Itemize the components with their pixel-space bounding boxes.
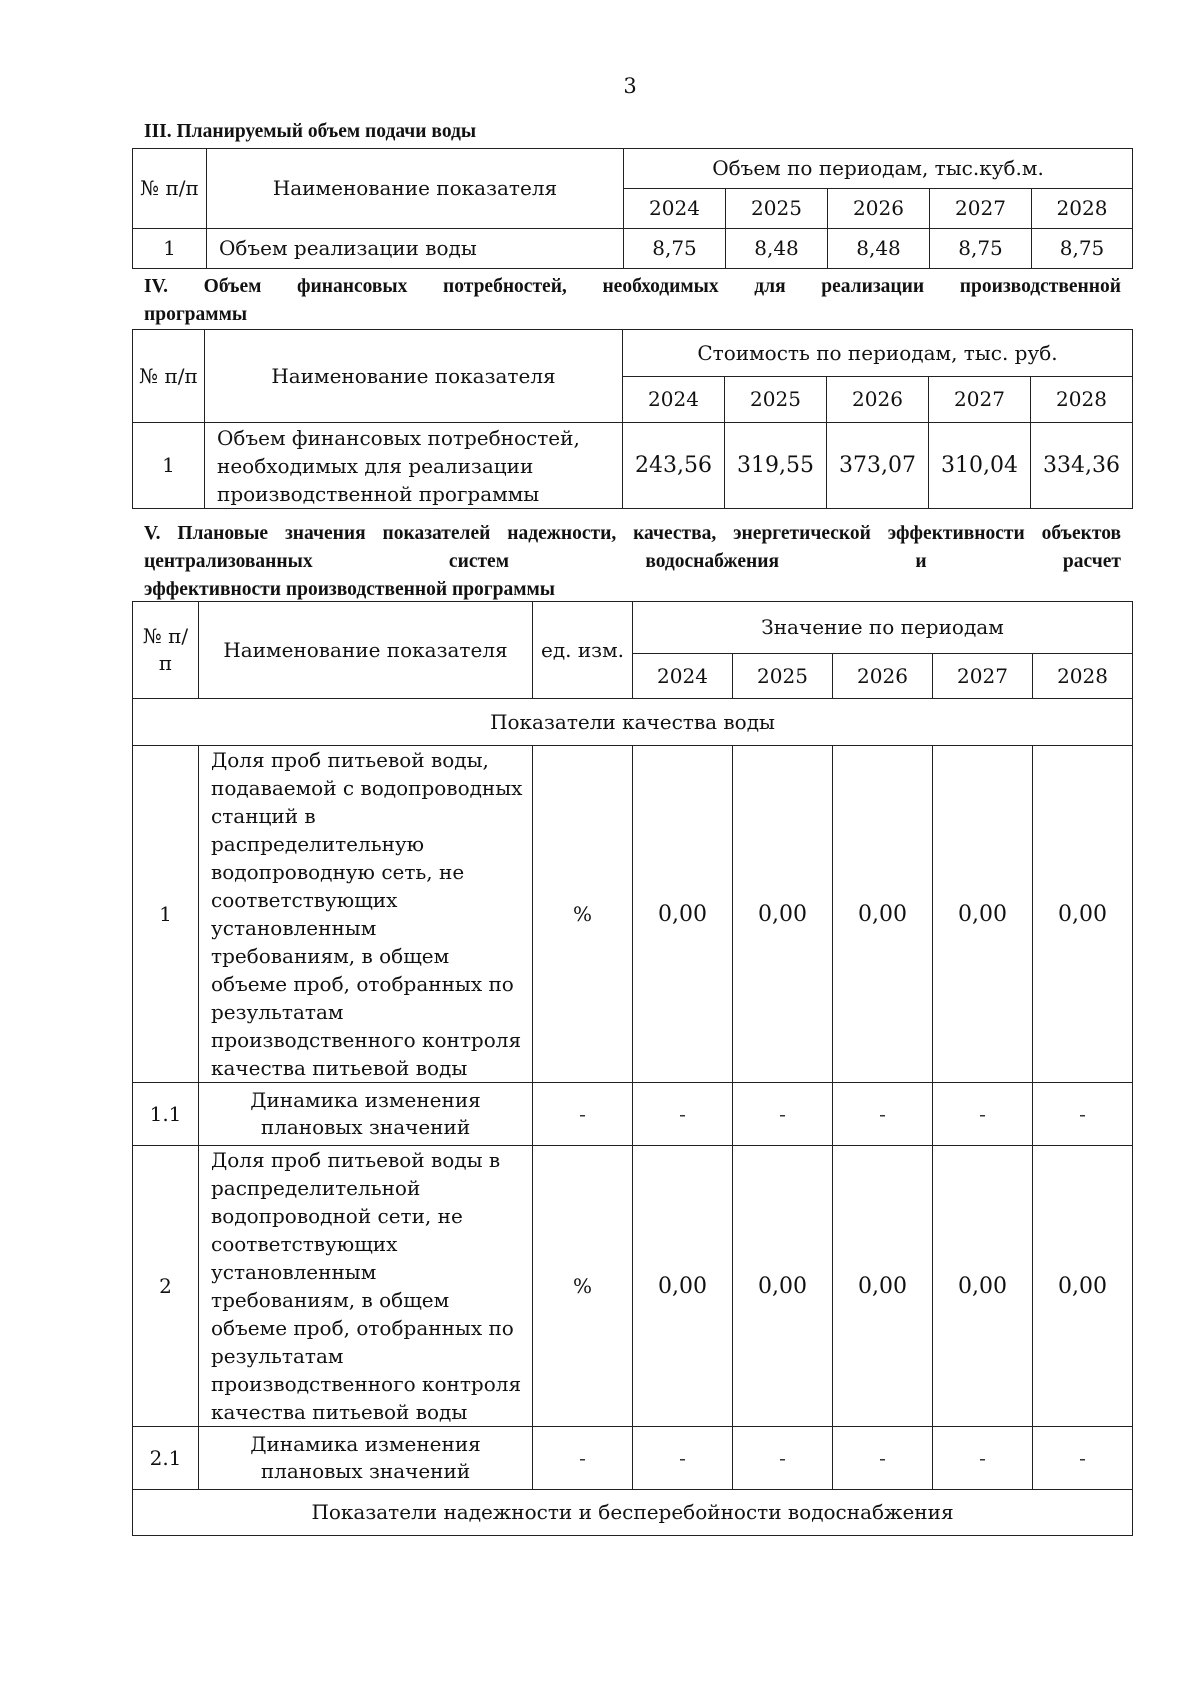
value-cell: - (1033, 1427, 1133, 1490)
year-header: 2028 (1031, 377, 1133, 423)
page-number: 3 (623, 74, 637, 98)
unit-cell: % (533, 1146, 633, 1427)
value-cell: - (633, 1083, 733, 1146)
col-group-header: Значение по периодам (633, 602, 1133, 654)
col-group-header: Объем по периодам, тыс.куб.м. (624, 149, 1133, 189)
year-header: 2028 (1032, 189, 1133, 229)
value-cell: 8,48 (726, 229, 828, 269)
col-num-header: № п/п (133, 149, 207, 229)
year-header: 2027 (933, 654, 1033, 699)
col-name-header: Наименование показателя (205, 330, 623, 423)
year-header: 2024 (623, 377, 725, 423)
value-cell: 0,00 (1033, 746, 1133, 1083)
value-cell: 0,00 (1033, 1146, 1133, 1427)
year-header: 2024 (633, 654, 733, 699)
col-num-header: № п/п (133, 602, 199, 699)
value-cell: - (633, 1427, 733, 1490)
section-4-title-line1: IV. Объем финансовых потребностей, необходимых для реализации производственной (144, 276, 1121, 297)
section-5-title-line3: эффективности производственной программы (144, 579, 556, 600)
row-num: 1.1 (133, 1083, 199, 1146)
col-name-header: Наименование показателя (199, 602, 533, 699)
water-supply-table (132, 148, 1133, 269)
value-cell: 0,00 (733, 746, 833, 1083)
value-cell: 0,00 (633, 1146, 733, 1427)
value-cell: 8,75 (1032, 229, 1133, 269)
performance-indicators-table (132, 601, 1133, 1536)
table-row (133, 1083, 1133, 1146)
col-unit-header: ед. изм. (533, 602, 633, 699)
year-header: 2024 (624, 189, 726, 229)
value-cell: - (933, 1427, 1033, 1490)
table-row (133, 1146, 1133, 1427)
col-num-header: № п/п (133, 330, 205, 423)
col-name-header: Наименование показателя (207, 149, 624, 229)
section-5-title (144, 520, 1121, 604)
value-cell: 0,00 (733, 1146, 833, 1427)
col-group-header: Стоимость по периодам, тыс. руб. (623, 330, 1133, 377)
value-cell: 0,00 (933, 746, 1033, 1083)
row-name: Динамика изменения плановых значений (199, 1427, 533, 1490)
table-row (133, 423, 1133, 509)
year-header: 2027 (930, 189, 1032, 229)
value-cell: - (833, 1083, 933, 1146)
year-header: 2025 (725, 377, 827, 423)
row-name: Динамика изменения плановых значений (199, 1083, 533, 1146)
value-cell: - (833, 1427, 933, 1490)
group-header-reliability: Показатели надежности и бесперебойности водоснабжения (133, 1490, 1133, 1536)
row-name: Доля проб питьевой воды, подаваемой с водопроводных станций в распределительную водопроводную сеть, не соответствующих установленным требованиям, в общем объеме проб, отобранных по результатам производственного контроля качества питьевой воды (199, 746, 533, 1083)
value-cell: 0,00 (633, 746, 733, 1083)
value-cell: 373,07 (827, 423, 929, 509)
value-cell: 310,04 (929, 423, 1031, 509)
financial-needs-table (132, 329, 1133, 509)
value-cell: 0,00 (833, 1146, 933, 1427)
row-num: 2 (133, 1146, 199, 1427)
value-cell: 334,36 (1031, 423, 1133, 509)
table-row (133, 746, 1133, 1083)
row-name: Объем реализации воды (207, 229, 624, 269)
section-5-title-line2: эффективности объектов централизованных систем водоснабжения и расчет (144, 523, 1121, 572)
section-4-title-line2: программы (144, 304, 248, 325)
section-4-title (144, 273, 1121, 329)
value-cell: - (733, 1083, 833, 1146)
year-header: 2026 (828, 189, 930, 229)
value-cell: 8,75 (624, 229, 726, 269)
unit-cell: - (533, 1083, 633, 1146)
section-3-title: III. Планируемый объем подачи воды (144, 121, 477, 142)
row-num: 1 (133, 746, 199, 1083)
year-header: 2025 (726, 189, 828, 229)
value-cell: - (1033, 1083, 1133, 1146)
table-row (133, 1427, 1133, 1490)
row-num: 1 (133, 229, 207, 269)
row-name: Объем финансовых потребностей, необходимых для реализации производственной программы (205, 423, 623, 509)
row-num: 2.1 (133, 1427, 199, 1490)
value-cell: 8,75 (930, 229, 1032, 269)
value-cell: 8,48 (828, 229, 930, 269)
value-cell: 243,56 (623, 423, 725, 509)
value-cell: - (733, 1427, 833, 1490)
group-header-water-quality: Показатели качества воды (133, 699, 1133, 746)
value-cell: - (933, 1083, 1033, 1146)
row-num: 1 (133, 423, 205, 509)
row-name: Доля проб питьевой воды в распределительной водопроводной сети, не соответствующих установленным требованиям, в общем объеме проб, отобранных по результатам производственного контроля качества питьевой воды (199, 1146, 533, 1427)
value-cell: 0,00 (933, 1146, 1033, 1427)
year-header: 2026 (833, 654, 933, 699)
unit-cell: - (533, 1427, 633, 1490)
year-header: 2025 (733, 654, 833, 699)
year-header: 2026 (827, 377, 929, 423)
value-cell: 319,55 (725, 423, 827, 509)
year-header: 2027 (929, 377, 1031, 423)
section-5-title-line1: V. Плановые значения показателей надежности, качества, энергетической (144, 523, 871, 544)
value-cell: 0,00 (833, 746, 933, 1083)
unit-cell: % (533, 746, 633, 1083)
year-header: 2028 (1033, 654, 1133, 699)
table-row (133, 229, 1133, 269)
